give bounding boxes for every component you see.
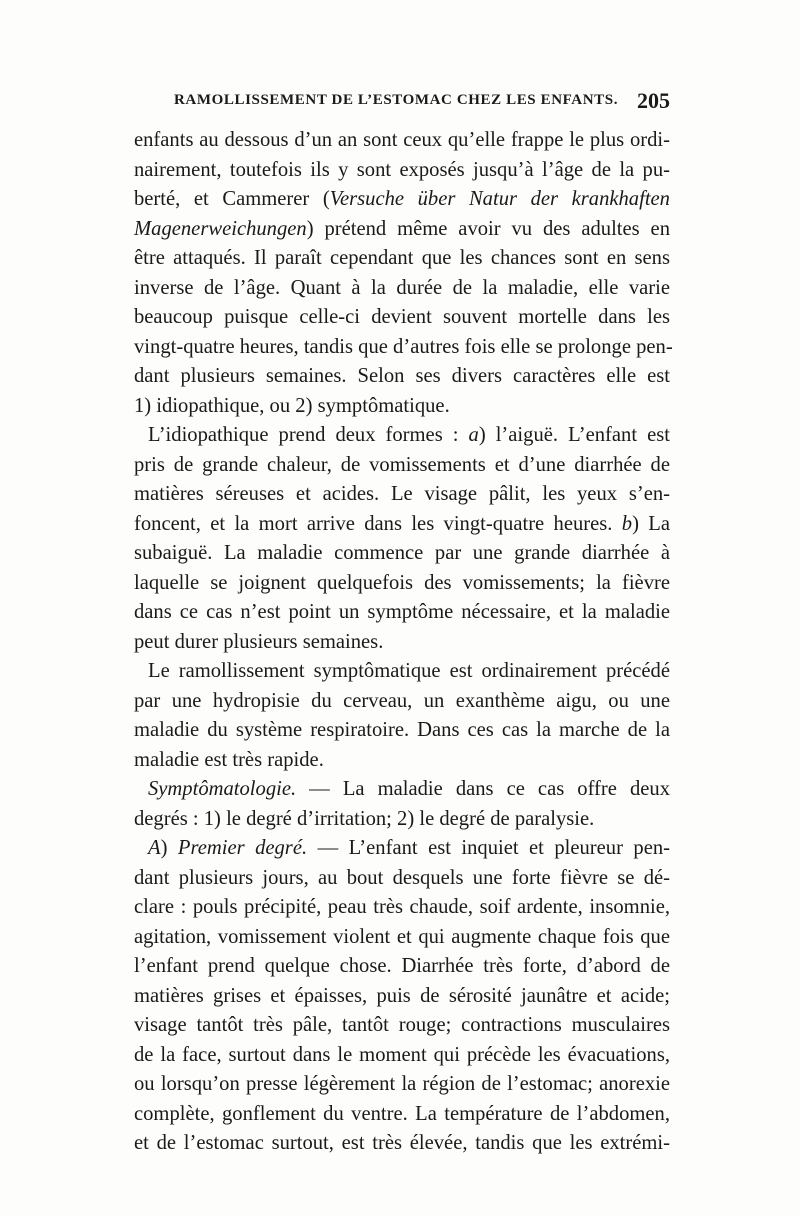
text-line: dans ce cas n’est point un symptôme nécessaire, et la maladie (134, 601, 670, 623)
section-heading: Symptômatologie. (148, 778, 297, 800)
text-line: l’enfant prend quelque chose. Diarrhée très forte, d’abord de (134, 955, 670, 977)
text-line: par une hydropisie du cerveau, un exanthème aigu, ou une (134, 689, 670, 712)
section-heading: Premier degré. (177, 837, 308, 859)
text-line: L’idiopathique prend deux formes : a) l’aiguë. L’enfant est (148, 424, 670, 446)
text-line: dant plusieurs semaines. Selon ses divers caractères elle est (134, 365, 670, 387)
text-line: nairement, toutefois ils y sont exposés jusqu’à l’âge de la pu- (134, 158, 670, 181)
text-line: 1) idiopathique, ou 2) symptômatique. (134, 394, 450, 417)
text-line: visage tantôt très pâle, tantôt rouge; contractions musculaires (134, 1014, 670, 1036)
text-line: de la face, surtout dans le moment qui précède les évacuations, (134, 1043, 670, 1066)
text-line: ou lorsqu’on presse légèrement la région de l’estomac; anorexie (134, 1073, 670, 1095)
running-title: RAMOLLISSEMENT DE L’ESTOMAC CHEZ LES ENFANTS. (174, 92, 619, 108)
text-line: être attaqués. Il paraît cependant que les chances sont en sens (134, 247, 670, 269)
text-line: et de l’estomac surtout, est très élevée, tandis que les extrémi- (134, 1132, 670, 1154)
text-line: matières séreuses et acides. Le visage pâlit, les yeux s’en- (134, 483, 670, 505)
text-line: subaiguë. La maladie commence par une grande diarrhée à (134, 542, 670, 564)
page-number: 205 (637, 88, 670, 113)
text-line: Symptômatologie. — La maladie dans ce cas offre deux (148, 778, 670, 800)
text-line: maladie du système respiratoire. Dans ces cas la marche de la (134, 719, 670, 741)
text-line: A) Premier degré. — L’enfant est inquiet et pleureur pen- (148, 837, 670, 859)
body-text (134, 126, 673, 1159)
text-line: complète, gonflement du ventre. La température de l’abdomen, (134, 1102, 670, 1125)
text-line: degrés : 1) le degré d’irritation; 2) le degré de paralysie. (134, 807, 595, 830)
text-line: dant plusieurs jours, au bout desquels une forte fièvre se dé- (134, 866, 670, 889)
italic-title: Magenerweichungen (134, 217, 307, 240)
text-line: matières grises et épaisses, puis de sérosité jaunâtre et acide; (134, 984, 670, 1007)
text-line: Le ramollissement symptômatique est ordinairement précédé (148, 660, 670, 682)
text-line: berté, et Cammerer (Versuche über Natur der krankhaften (134, 188, 670, 210)
italic-title: Versuche über Natur der krankhaften (329, 188, 670, 210)
text-line: agitation, vomissement violent et qui augmente chaque fois que (134, 925, 670, 948)
text-line: foncent, et la mort arrive dans les vingt-quatre heures. b) La (134, 512, 670, 535)
text-line: maladie est très rapide. (134, 748, 324, 771)
text-line: laquelle se joignent quelquefois des vomissements; la fièvre (134, 571, 670, 594)
text-line: inverse de l’âge. Quant à la durée de la maladie, elle varie (134, 276, 670, 299)
text-line: enfants au dessous d’un an sont ceux qu’elle frappe le plus ordi- (134, 129, 670, 151)
text-line: pris de grande chaleur, de vomissements et d’une diarrhée de (134, 453, 670, 476)
running-head (174, 90, 670, 120)
text-line: peut durer plusieurs semaines. (134, 630, 384, 653)
text-line: vingt-quatre heures, tandis que d’autres fois elle se prolonge pen- (134, 335, 673, 358)
text-line: Magenerweichungen) prétend même avoir vu des adultes en (134, 217, 670, 240)
text-line: clare : pouls précipité, peau très chaude, soif ardente, insomnie, (134, 896, 670, 918)
text-line: beaucoup puisque celle-ci devient souvent mortelle dans les (134, 306, 670, 328)
